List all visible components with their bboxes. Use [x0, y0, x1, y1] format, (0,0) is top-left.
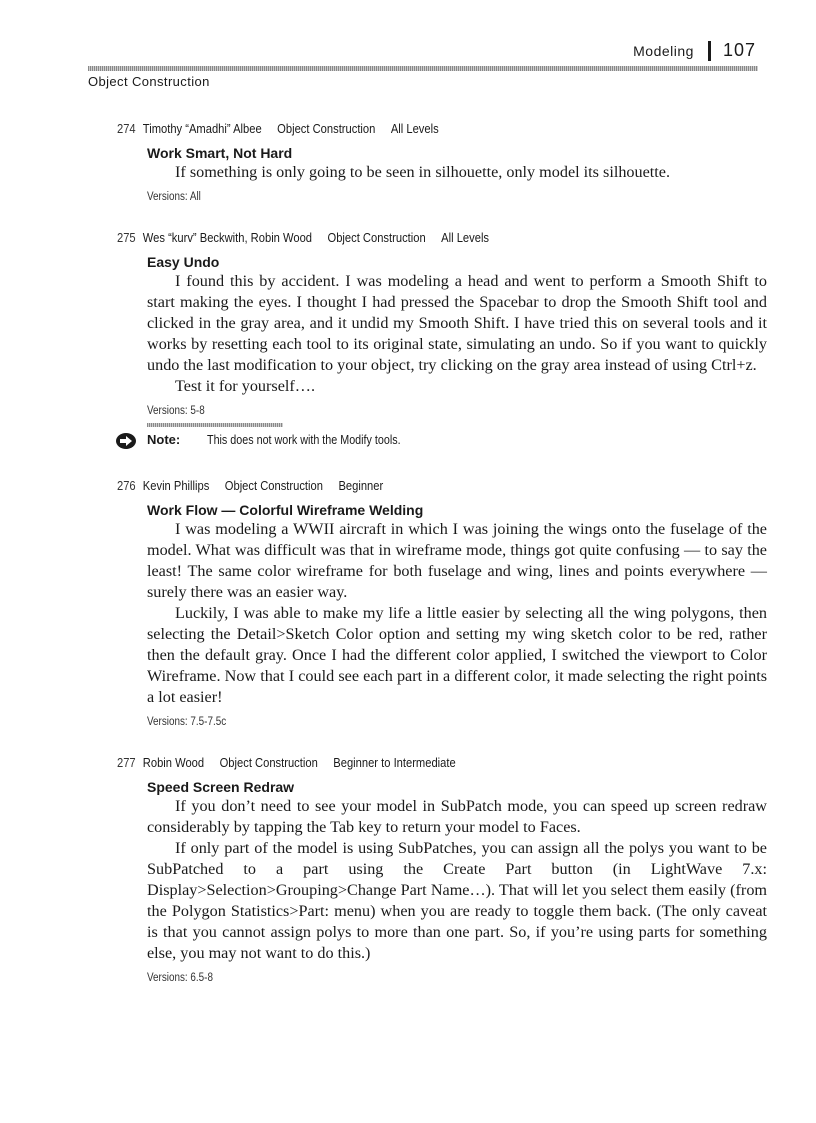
tip-level: Beginner	[338, 478, 384, 493]
tip-level: All Levels	[441, 230, 490, 245]
tip-author: Timothy “Amadhi” Albee	[142, 121, 262, 136]
tip-276	[117, 475, 767, 730]
header-divider	[708, 41, 711, 61]
section-name: Object Construction	[88, 74, 210, 89]
tip-category: Object Construction	[327, 230, 426, 245]
tip-number: 276	[117, 478, 136, 493]
tip-meta	[117, 475, 676, 497]
tip-author: Kevin Phillips	[142, 478, 210, 493]
tip-title: Easy Undo	[147, 254, 220, 270]
tip-category: Object Construction	[277, 121, 376, 136]
arrow-right-icon	[115, 432, 137, 455]
tip-number: 275	[117, 230, 136, 245]
note-label: Note:	[147, 432, 181, 447]
tip-versions: Versions: All	[147, 191, 201, 203]
tip-meta	[117, 227, 676, 249]
tip-number: 277	[117, 755, 136, 770]
tip-title: Work Smart, Not Hard	[147, 145, 293, 161]
tip-category: Object Construction	[224, 478, 323, 493]
running-header	[633, 40, 756, 61]
tip-versions: Versions: 5-8	[147, 405, 205, 417]
tip-277	[117, 752, 767, 986]
note-rule	[147, 423, 283, 427]
tip-level: Beginner to Intermediate	[333, 755, 456, 770]
tip-title: Work Flow — Colorful Wireframe Welding	[147, 502, 424, 518]
header-rule	[88, 66, 758, 71]
tip-paragraph: If you don’t need to see your model in SubPatch mode, you can speed up screen redraw considerably by tapping the Tab key to return your model to Faces.	[147, 797, 767, 836]
tip-category: Object Construction	[219, 755, 318, 770]
tip-versions: Versions: 6.5-8	[147, 972, 213, 984]
tip-versions: Versions: 7.5-7.5c	[147, 716, 227, 728]
tip-275	[117, 227, 767, 419]
tip-paragraph: If something is only going to be seen in silhouette, only model its silhouette.	[175, 163, 671, 181]
page-content	[117, 118, 767, 1008]
tip-meta	[117, 752, 676, 774]
tip-level: All Levels	[390, 121, 439, 136]
tip-paragraph: Luckily, I was able to make my life a little easier by selecting all the wing polygons, then selecting the Detail>Sketch Color option and setting my wing sketch color to be red, rather then the default gray. Once I had the different color applied, I switched the viewport to Color Wireframe. Now that I could see each part in a different color, it made selecting the right points a lot easier!	[147, 604, 767, 706]
tip-title: Speed Screen Redraw	[147, 779, 295, 795]
tip-author: Robin Wood	[142, 755, 205, 770]
tip-author: Wes “kurv” Beckwith, Robin Wood	[142, 230, 313, 245]
tip-paragraph: If only part of the model is using SubPatches, you can assign all the polys you want to be SubPatched to a part using the Create Part button (in LightWave 7.x: Display>Selection>Grouping>Change Part Name…). That will let you select them easily (from the Polygon Statistics>Part: menu) when you are ready to toggle them back. (The only caveat is that you cannot assign polys to more than one part. So, if you’re using parts for something else, you may not want to do this.)	[147, 839, 767, 962]
tip-paragraph: I found this by accident. I was modeling a head and went to perform a Smooth Shift to start making the eyes. I thought I had pressed the Spacebar to drop the Smooth Shift tool and clicked in the gray area, and it undid my Smooth Shift. I have tried this on several tools and it works by resetting each tool to its original state, simulating an undo. So if you want to quickly undo the last modification to your object, try clicking on the gray area instead of using Ctrl+z.	[147, 272, 767, 374]
tip-paragraph: Test it for yourself….	[175, 377, 316, 395]
tip-paragraph: I was modeling a WWII aircraft in which I was joining the wings onto the fuselage of the model. What was difficult was that in wireframe mode, things got quite confusing — to say the least! The same color wireframe for both fuselage and wing, lines and points everywhere — surely there was an easier way.	[147, 520, 767, 601]
chapter-name: Modeling	[633, 42, 694, 59]
tip-number: 274	[117, 121, 136, 136]
tip-274	[117, 118, 767, 205]
tip-meta	[117, 118, 676, 140]
note-text: This does not work with the Modify tools.	[207, 433, 401, 447]
page-number: 107	[722, 40, 756, 60]
note	[117, 429, 767, 453]
